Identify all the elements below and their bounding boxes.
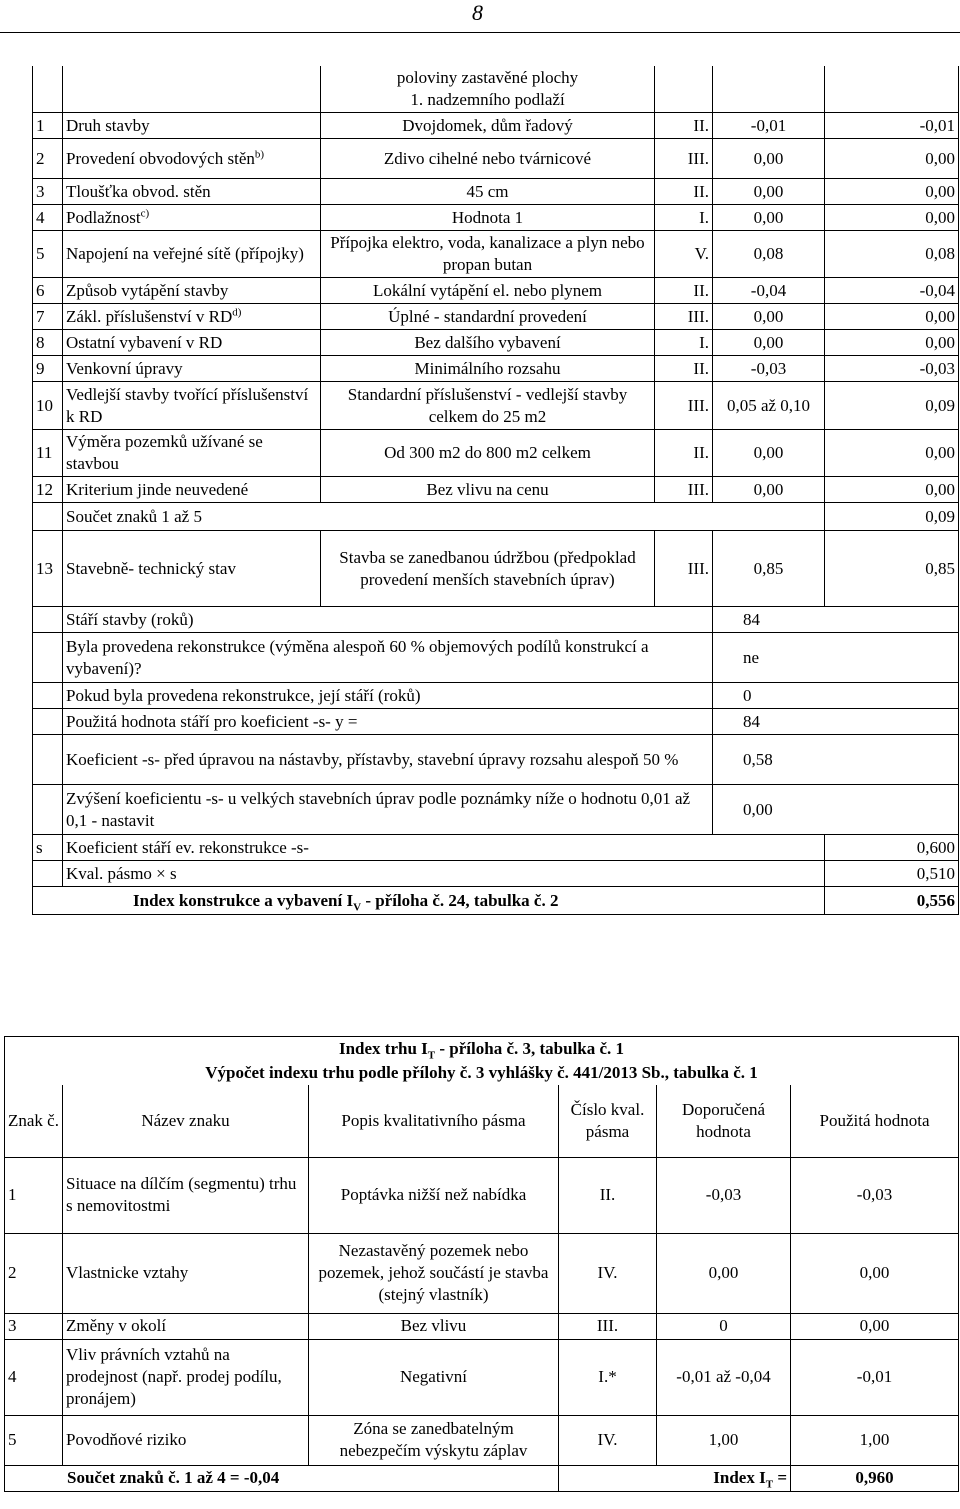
feature-description: Bez vlivu na cenu — [321, 477, 655, 503]
empty-cell — [33, 735, 63, 785]
market-title-row-1 — [5, 1037, 959, 1062]
recommended-value: 0,00 — [713, 477, 825, 503]
index-subscript: V — [353, 900, 362, 913]
age-value: 84 — [713, 709, 959, 735]
header-floor-area — [321, 66, 655, 113]
header-rec: Doporučená hodnota — [657, 1085, 791, 1157]
feature-name — [63, 304, 321, 330]
market-header-row — [5, 1085, 959, 1157]
market-row — [5, 1339, 959, 1415]
market-row — [5, 1233, 959, 1313]
used-value: -0,01 — [825, 113, 959, 139]
market-sum-value: -0,04 — [243, 1468, 280, 1487]
market-sum-label: Součet znaků č. 1 až 4 = — [67, 1468, 240, 1487]
header-num: Znak č. — [5, 1085, 63, 1157]
market-title-row-2 — [5, 1061, 959, 1085]
sum-value: 0,09 — [825, 503, 959, 531]
feature-name — [63, 278, 321, 304]
market-sum-row — [5, 1465, 959, 1491]
feature-name-text: Venkovní úpravy — [66, 358, 183, 378]
quality-class: III. — [655, 531, 713, 607]
table-row — [33, 179, 959, 205]
market-cls: IV. — [559, 1233, 657, 1313]
quality-class: III. — [655, 382, 713, 430]
row-number: 9 — [33, 356, 63, 382]
used-value: 0,00 — [825, 304, 959, 330]
age-label: Stáří stavby (roků) — [63, 607, 713, 633]
feature-description: Hodnota 1 — [321, 205, 655, 231]
quality-class: II. — [655, 179, 713, 205]
feature-name-text: Provedení obvodových stěn — [66, 148, 255, 168]
feature-description: Stavba se zanedbanou údržbou (předpoklad provedení menších stavebních úprav) — [321, 531, 655, 607]
market-used: 0,00 — [791, 1233, 959, 1313]
empty-cell — [33, 633, 63, 683]
construction-table — [32, 66, 959, 915]
header-line-2: 1. nadzemního podlaží — [410, 90, 565, 109]
used-value: 0,00 — [825, 430, 959, 477]
market-index-eq: = — [773, 1468, 787, 1487]
footnote-mark: b) — [254, 147, 265, 160]
market-cls: IV. — [559, 1415, 657, 1465]
empty-cell — [33, 785, 63, 835]
age-value: 84 — [713, 607, 959, 633]
recommended-value: -0,01 — [713, 113, 825, 139]
market-title-1: Index trhu I — [338, 1039, 428, 1058]
feature-description: Od 300 m2 do 800 m2 celkem — [321, 430, 655, 477]
feature-description: 45 cm — [321, 179, 655, 205]
used-value: 0,00 — [825, 139, 959, 179]
market-name: Povodňové riziko — [63, 1415, 309, 1465]
kval-value: 0,510 — [825, 861, 959, 887]
index-label-rest: - příloha č. 24, tabulka č. 2 — [361, 890, 559, 910]
market-num: 4 — [5, 1339, 63, 1415]
feature-description: Dvojdomek, dům řadový — [321, 113, 655, 139]
row-number: 13 — [33, 531, 63, 607]
recommended-value: 0,00 — [713, 430, 825, 477]
row-number: 5 — [33, 231, 63, 278]
row-number: 2 — [33, 139, 63, 179]
age-value: 0,00 — [713, 785, 959, 835]
quality-class: II. — [655, 356, 713, 382]
recommended-value: 0,08 — [713, 231, 825, 278]
used-value: 0,00 — [825, 330, 959, 356]
table-row — [33, 231, 959, 278]
table-row — [33, 382, 959, 430]
row-number: 7 — [33, 304, 63, 330]
quality-class: III. — [655, 304, 713, 330]
recommended-value: -0,04 — [713, 278, 825, 304]
used-value: 0,00 — [825, 477, 959, 503]
row-number: 1 — [33, 113, 63, 139]
age-value: ne — [713, 633, 959, 683]
age-label: Byla provedena rekonstrukce (výměna alespoň 60 % objemových podílů konstrukcí a vybavení)? — [63, 633, 713, 683]
row-number: 8 — [33, 330, 63, 356]
age-label: Zvýšení koeficientu -s- u velkých stavebních úprav podle poznámky níže o hodnotu 0,01 až 0,1 - nastavit — [63, 785, 713, 835]
sum-label: Součet znaků 1 až 5 — [63, 503, 825, 531]
feature-name: Stavebně- technický stav — [63, 531, 321, 607]
age-row — [33, 785, 959, 835]
header-rule — [0, 32, 960, 33]
market-rec: -0,01 až -0,04 — [657, 1339, 791, 1415]
quality-class: III. — [655, 139, 713, 179]
market-cls: I.* — [559, 1339, 657, 1415]
used-value: 0,08 — [825, 231, 959, 278]
row-number: 6 — [33, 278, 63, 304]
market-used: -0,03 — [791, 1157, 959, 1233]
market-desc: Poptávka nižší než nabídka — [309, 1157, 559, 1233]
table-row — [33, 205, 959, 231]
quality-class: II. — [655, 113, 713, 139]
feature-description: Minimálního rozsahu — [321, 356, 655, 382]
empty-cell — [33, 709, 63, 735]
kval-row — [33, 861, 959, 887]
market-index-label — [559, 1465, 791, 1491]
empty-cell — [33, 861, 63, 887]
market-num: 5 — [5, 1415, 63, 1465]
feature-description: Lokální vytápění el. nebo plynem — [321, 278, 655, 304]
market-row — [5, 1157, 959, 1233]
sum-row — [33, 503, 959, 531]
age-row — [33, 683, 959, 709]
market-name: Vlastnicke vztahy — [63, 1233, 309, 1313]
table-row — [33, 477, 959, 503]
market-title-sub: T — [427, 1049, 436, 1061]
age-row — [33, 607, 959, 633]
feature-name — [63, 113, 321, 139]
age-row — [33, 709, 959, 735]
market-num: 3 — [5, 1313, 63, 1339]
index-label — [33, 887, 825, 915]
header-line-1: poloviny zastavěné plochy — [396, 68, 579, 87]
feature-name — [63, 330, 321, 356]
table-row — [33, 139, 959, 179]
recommended-value: 0,85 — [713, 531, 825, 607]
market-name: Vliv právních vztahů na prodejnost (např. prodej podílu, pronájem) — [63, 1339, 309, 1415]
market-rec: -0,03 — [657, 1157, 791, 1233]
row-number: 3 — [33, 179, 63, 205]
feature-name — [63, 356, 321, 382]
index-row — [33, 887, 959, 915]
used-value: 0,85 — [825, 531, 959, 607]
kval-label: Kval. pásmo × s — [63, 861, 825, 887]
header-name: Název znaku — [63, 1085, 309, 1157]
quality-class: II. — [655, 430, 713, 477]
market-name: Situace na dílčím (segmentu) trhu s nemovitostmi — [63, 1157, 309, 1233]
page-number: 8 — [472, 0, 483, 25]
used-value: 0,00 — [825, 179, 959, 205]
row-number: 12 — [33, 477, 63, 503]
recommended-value: 0,00 — [713, 304, 825, 330]
recommended-value: 0,05 až 0,10 — [713, 382, 825, 430]
feature-name-text: Druh stavby — [66, 115, 150, 135]
row-number: 10 — [33, 382, 63, 430]
used-value: 0,09 — [825, 382, 959, 430]
feature-name — [63, 231, 321, 278]
market-used: -0,01 — [791, 1339, 959, 1415]
recommended-value: 0,00 — [713, 179, 825, 205]
header-cls: Číslo kval. pásma — [559, 1085, 657, 1157]
market-index-value: 0,960 — [791, 1465, 959, 1491]
row-number: 4 — [33, 205, 63, 231]
market-row — [5, 1415, 959, 1465]
recommended-value: -0,03 — [713, 356, 825, 382]
index-label-text: Index konstrukce a vybavení I — [133, 890, 354, 910]
feature-description: Přípojka elektro, voda, kanalizace a plyn nebo propan butan — [321, 231, 655, 278]
empty-cell — [33, 503, 63, 531]
age-row — [33, 735, 959, 785]
quality-class: I. — [655, 205, 713, 231]
market-desc: Bez vlivu — [309, 1313, 559, 1339]
feature-name-text: Podlažnost — [66, 207, 141, 227]
market-rec: 1,00 — [657, 1415, 791, 1465]
feature-name-text: Kriterium jinde neuvedené — [66, 479, 249, 499]
feature-description: Úplné - standardní provedení — [321, 304, 655, 330]
table-row — [33, 113, 959, 139]
table-row — [33, 531, 959, 607]
market-sum — [5, 1465, 559, 1491]
empty-cell — [33, 607, 63, 633]
recommended-value: 0,00 — [713, 330, 825, 356]
table-row — [33, 330, 959, 356]
market-index-table — [4, 1036, 959, 1492]
market-used: 0,00 — [791, 1313, 959, 1339]
footnote-mark: c) — [140, 206, 150, 219]
market-desc: Negativní — [309, 1339, 559, 1415]
s-value: 0,600 — [825, 835, 959, 861]
age-label: Pokud byla provedena rekonstrukce, její stáří (roků) — [63, 683, 713, 709]
index-value: 0,556 — [825, 887, 959, 915]
age-label: Použitá hodnota stáří pro koeficient -s- y = — [63, 709, 713, 735]
feature-description: Standardní příslušenství - vedlejší stavby celkem do 25 m2 — [321, 382, 655, 430]
quality-class: III. — [655, 477, 713, 503]
market-rec: 0 — [657, 1313, 791, 1339]
market-desc: Nezastavěný pozemek nebo pozemek, jehož součástí je stavba (stejný vlastník) — [309, 1233, 559, 1313]
recommended-value: 0,00 — [713, 205, 825, 231]
feature-name — [63, 205, 321, 231]
age-value: 0 — [713, 683, 959, 709]
feature-name-text: Zákl. příslušenství v RD — [66, 306, 233, 326]
age-row — [33, 633, 959, 683]
market-cls: II. — [559, 1157, 657, 1233]
table-row — [33, 356, 959, 382]
header-desc: Popis kvalitativního pásma — [309, 1085, 559, 1157]
market-desc: Zóna se zanedbatelným nebezpečím výskytu záplav — [309, 1415, 559, 1465]
feature-name — [63, 430, 321, 477]
used-value: -0,04 — [825, 278, 959, 304]
quality-class: V. — [655, 231, 713, 278]
used-value: 0,00 — [825, 205, 959, 231]
feature-name — [63, 477, 321, 503]
feature-name-text: Tloušťka obvod. stěn — [66, 181, 211, 201]
age-value: 0,58 — [713, 735, 959, 785]
footnote-mark: d) — [232, 305, 242, 318]
table-header-row — [33, 66, 959, 113]
age-label: Koeficient -s- před úpravou na nástavby, přístavby, stavební úpravy rozsahu alespoň 50 % — [63, 735, 713, 785]
market-title-2: Výpočet indexu trhu podle přílohy č. 3 vyhlášky č. 441/2013 Sb., tabulka č. 1 — [5, 1061, 959, 1085]
table-row — [33, 430, 959, 477]
market-num: 2 — [5, 1233, 63, 1313]
feature-description: Bez dalšího vybavení — [321, 330, 655, 356]
market-used: 1,00 — [791, 1415, 959, 1465]
feature-name — [63, 382, 321, 430]
feature-name — [63, 179, 321, 205]
feature-name-text: Výměra pozemků užívané se stavbou — [66, 432, 263, 473]
market-num: 1 — [5, 1157, 63, 1233]
table-row — [33, 304, 959, 330]
market-cls: III. — [559, 1313, 657, 1339]
feature-description: Zdivo cihelné nebo tvárnicové — [321, 139, 655, 179]
table-row — [33, 278, 959, 304]
feature-name-text: Způsob vytápění stavby — [66, 280, 229, 300]
recommended-value: 0,00 — [713, 139, 825, 179]
row-number: s — [33, 835, 63, 861]
s-label: Koeficient stáří ev. rekonstrukce -s- — [63, 835, 825, 861]
market-row — [5, 1313, 959, 1339]
market-name: Změny v okolí — [63, 1313, 309, 1339]
header-used: Použitá hodnota — [791, 1085, 959, 1157]
feature-name — [63, 139, 321, 179]
feature-name-text: Ostatní vybavení v RD — [66, 332, 223, 352]
empty-cell — [33, 683, 63, 709]
market-rec: 0,00 — [657, 1233, 791, 1313]
feature-name-text: Vedlejší stavby tvořící příslušenství k RD — [66, 384, 309, 426]
market-index-text: Index I — [713, 1468, 766, 1487]
s-row — [33, 835, 959, 861]
feature-name-text: Napojení na veřejné sítě (přípojky) — [66, 244, 304, 263]
row-number: 11 — [33, 430, 63, 477]
market-index-sub: T — [765, 1478, 774, 1491]
used-value: -0,03 — [825, 356, 959, 382]
market-title-rest: - příloha č. 3, tabulka č. 1 — [435, 1039, 625, 1058]
quality-class: II. — [655, 278, 713, 304]
quality-class: I. — [655, 330, 713, 356]
